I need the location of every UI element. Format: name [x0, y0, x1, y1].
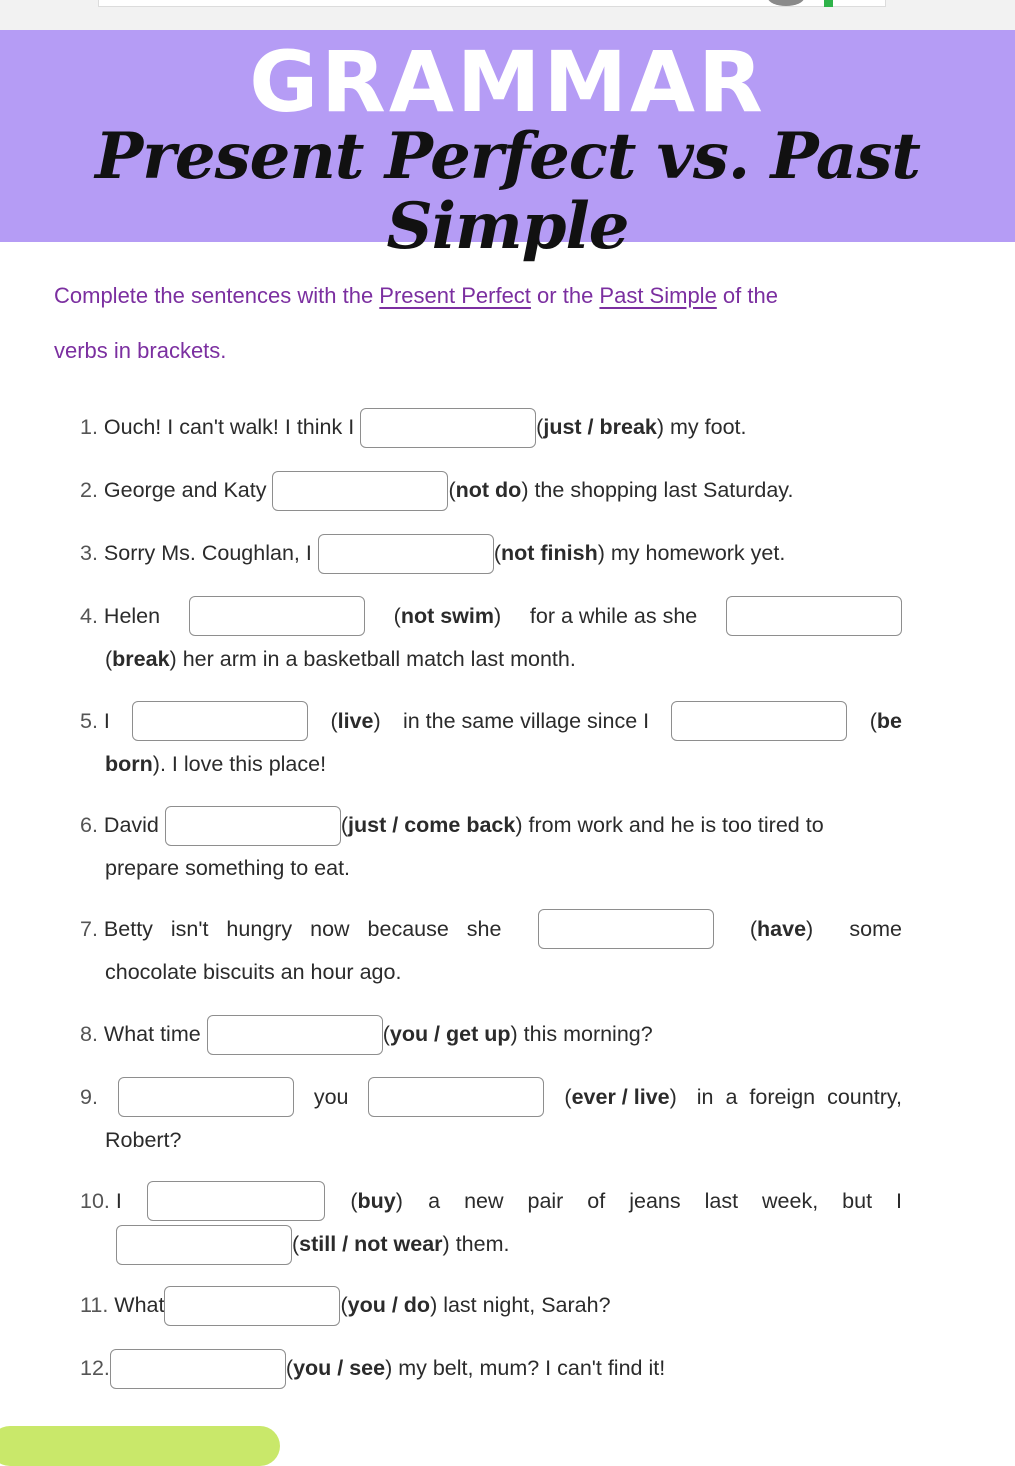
exercise-number: 8. [80, 1022, 98, 1046]
exercise-number: 4. [80, 604, 98, 628]
exercise-7: 7. Betty isn't hungry now because she (have) some chocolate biscuits an hour ago. [80, 906, 902, 993]
verb-hint: buy [357, 1189, 396, 1213]
exercise-number: 9. [80, 1085, 98, 1109]
answer-box-3[interactable] [318, 534, 494, 574]
exercise-3: 3. Sorry Ms. Coughlan, I (not finish) my homework yet. [80, 530, 902, 576]
answer-box-9b[interactable] [368, 1077, 544, 1117]
answer-box-7[interactable] [538, 909, 714, 949]
verb-hint: you / do [347, 1293, 431, 1317]
green-marker [824, 0, 833, 7]
answer-box-11[interactable] [164, 1286, 340, 1326]
exercise-4: 4. Helen (not swim) for a while as she (break) her arm in a basketball match last month. [80, 593, 902, 680]
exercise-12: 12. (you / see) my belt, mum? I can't find it! [80, 1345, 902, 1391]
answer-box-5b[interactable] [671, 701, 847, 741]
verb-hint: have [757, 917, 807, 941]
answer-box-9a[interactable] [118, 1077, 294, 1117]
verb-hint: be [876, 709, 902, 733]
exercise-1: 1. Ouch! I can't walk! I think I (just / break) my foot. [80, 404, 902, 450]
answer-box-2[interactable] [272, 471, 448, 511]
verb-hint: you / see [293, 1356, 386, 1380]
exercise-number: 5. [80, 709, 98, 733]
answer-box-8[interactable] [207, 1015, 383, 1055]
exercise-number: 7. [80, 917, 98, 941]
exercise-number: 11. [80, 1293, 109, 1317]
exercise-10: 10. I (buy) a new pair of jeans last week, but I (still / not wear) them. [80, 1178, 902, 1264]
verb-hint: not swim [400, 604, 494, 628]
answer-box-10b[interactable] [116, 1225, 292, 1265]
exercise-5: 5. I (live) in the same village since I (be born). I love this place! [80, 698, 902, 785]
answer-box-4a[interactable] [189, 596, 365, 636]
verb-hint: not finish [501, 541, 598, 565]
verb-hint: you / get up [389, 1022, 511, 1046]
verb-hint: just / come back [348, 813, 516, 837]
exercise-number: 3. [80, 541, 98, 565]
page-title: GRAMMAR [249, 33, 766, 131]
verb-hint: break [112, 647, 170, 671]
exercise-number: 12. [80, 1356, 110, 1380]
exercise-6: 6. David (just / come back) from work and he is too tired to prepare something to eat. [80, 802, 902, 889]
exercise-number: 10. [80, 1189, 110, 1213]
exercise-number: 6. [80, 813, 98, 837]
top-strip [0, 0, 1015, 30]
answer-box-4b[interactable] [726, 596, 902, 636]
exercise-number: 2. [80, 478, 98, 502]
answer-box-10a[interactable] [147, 1181, 325, 1221]
instructions [54, 268, 954, 378]
answer-box-12[interactable] [110, 1349, 286, 1389]
verb-hint: just / break [543, 415, 657, 439]
exercise-11: 11. What (you / do) last night, Sarah? [80, 1282, 902, 1328]
answer-box-1[interactable] [360, 408, 536, 448]
green-footer-tab [0, 1426, 280, 1466]
top-bar [98, 0, 886, 7]
instructions-line-2: verbs in brackets. [54, 338, 227, 363]
page-subtitle: Present Perfect vs. Past Simple [95, 119, 920, 265]
verb-hint: born [105, 752, 153, 776]
exercise-8: 8. What time (you / get up) this morning? [80, 1011, 902, 1057]
verb-hint: still / not wear [299, 1232, 443, 1256]
verb-hint: ever / live [571, 1085, 670, 1109]
exercise-9: 9. you (ever / live) in a foreign country, Robert? [80, 1074, 902, 1161]
exercise-number: 1. [80, 415, 98, 439]
past-simple-term: Past Simple [599, 283, 717, 308]
answer-box-6[interactable] [165, 806, 341, 846]
instructions-line-1: Complete the sentences with the Present Perfect or the Past Simple of the [54, 283, 778, 308]
answer-box-5a[interactable] [132, 701, 308, 741]
present-perfect-term: Present Perfect [379, 283, 531, 308]
verb-hint: live [337, 709, 374, 733]
exercise-2: 2. George and Katy (not do) the shopping last Saturday. [80, 467, 902, 513]
verb-hint: not do [455, 478, 522, 502]
